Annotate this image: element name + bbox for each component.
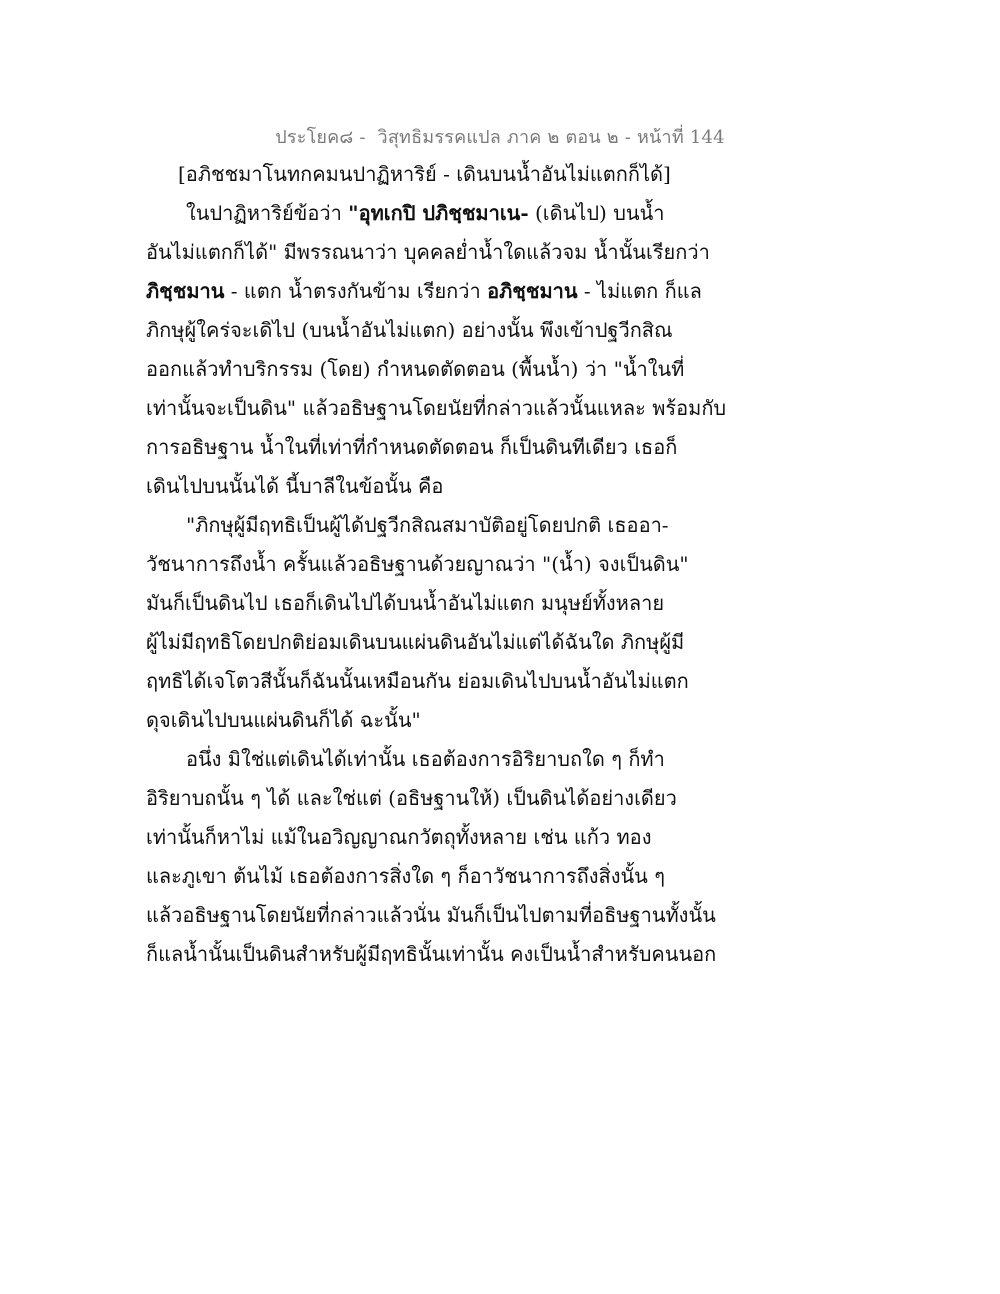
paragraph-3-line-4: และภูเขา ต้นไม้ เธอต้องการสิ่งใด ๆ ก็อาวัชนาการถึงสิ่งนั้น ๆ [146,864,665,888]
section-heading: [อภิชชมาโนทกคมนปาฏิหาริย์ - เดินบนน้ำอันไม่แตกก็ได้] [178,162,671,186]
paragraph-2-line-1: "ภิกษุผู้มีฤทธิเป็นผู้ได้ปฐวีกสิณสมาบัติอยู่โดยปกติ เธออา- [186,513,669,537]
paragraph-2-line-6: ดุจเดินไปบนแผ่นดินก็ได้ ฉะนั้น" [146,708,421,732]
text-span: - ไม่แตก ก็แล [577,279,702,303]
running-header [0,122,1000,151]
paragraph-3-line-2: อิริยาบถนั้น ๆ ได้ และใช่แต่ (อธิษฐานให้) เป็นดินได้อย่างเดียว [146,786,677,810]
paragraph-1-line-1 [146,194,706,233]
paragraph-1-line-5: ออกแล้วทำบริกรรม (โดย) กำหนดตัดตอน (พื้นน้ำ) ว่า "น้ำในที่ [146,357,685,381]
pali-term-bold: ภิชฺชมาน [146,279,225,303]
paragraph-3-line-1: อนึ่ง มิใช่แต่เดินได้เท่านั้น เธอต้องการอิริยาบถใด ๆ ก็ทำ [186,747,665,771]
pali-term-bold: อภิชฺชมาน [487,279,578,303]
paragraph-1-line-8: เดินไปบนนั้นได้ นี้บาลีในข้อนั้น คือ [146,474,444,498]
paragraph-2-line-3: มันก็เป็นดินไป เธอก็เดินไปได้บนน้ำอันไม่แตก มนุษย์ทั้งหลาย [146,591,665,615]
paragraph-3-line-3: เท่านั้นก็หาไม่ แม้ในอวิญญาณกวัตถุทั้งหลาย เช่น แก้ว ทอง [146,825,652,849]
paragraph-1-line-4: ภิกษุผู้ใคร่จะเดิไป (บนน้ำอันไม่แตก) อย่างนั้น พึงเข้าปฐวีกสิณ [146,318,673,342]
paragraph-2-line-2: วัชนาการถึงน้ำ ครั้นแล้วอธิษฐานด้วยญาณว่า "(น้ำ) จงเป็นดิน" [146,552,689,576]
paragraph-1-line-3 [146,272,706,311]
paragraph-2-line-4: ผู้ไม่มีฤทธิโดยปกติย่อมเดินบนแผ่นดินอันไม่แต่ได้ฉันใด ภิกษุผู้มี [146,630,685,654]
text-span: ในปาฏิหาริย์ข้อว่า [186,201,349,225]
body-text [146,155,727,974]
paragraph-3-line-6: ก็แลน้ำนั้นเป็นดินสำหรับผู้มีฤทธินั้นเท่านั้น คงเป็นน้ำสำหรับคนนอก [146,942,717,966]
running-header-text: ประโยค๘ - วิสุทธิมรรคแปล ภาค ๒ ตอน ๒ - หน้าที่ 144 [275,127,725,148]
paragraph-1-line-7: การอธิษฐาน น้ำในที่เท่าที่กำหนดตัดตอน ก็เป็นดินทีเดียว เธอก็ [146,435,678,459]
text-span: (เดินไป) บนน้ำ [528,201,665,225]
paragraph-3-line-5: แล้วอธิษฐานโดยนัยที่กล่าวแล้วนั่น มันก็เป็นไปตามที่อธิษฐานทั้งนั้น [146,903,716,927]
paragraph-2-line-5: ฤทธิได้เจโตวสีนั้นก็ฉันนั้นเหมือนกัน ย่อมเดินไปบนน้ำอันไม่แตก [146,669,689,693]
paragraph-1-line-6: เท่านั้นจะเป็นดิน" แล้วอธิษฐานโดยนัยที่กล่าวแล้วนั้นแหละ พร้อมกับ [146,396,727,420]
text-span: - แตก น้ำตรงกันข้าม เรียกว่า [224,279,488,303]
paragraph-1-line-2: อันไม่แตกก็ได้" มีพรรณนาว่า บุคคลย่ำน้ำใดแล้วจม น้ำนั้นเรียกว่า [146,240,710,264]
pali-term-bold: "อุทเกปิ ปภิชฺชมาเน- [348,201,529,225]
